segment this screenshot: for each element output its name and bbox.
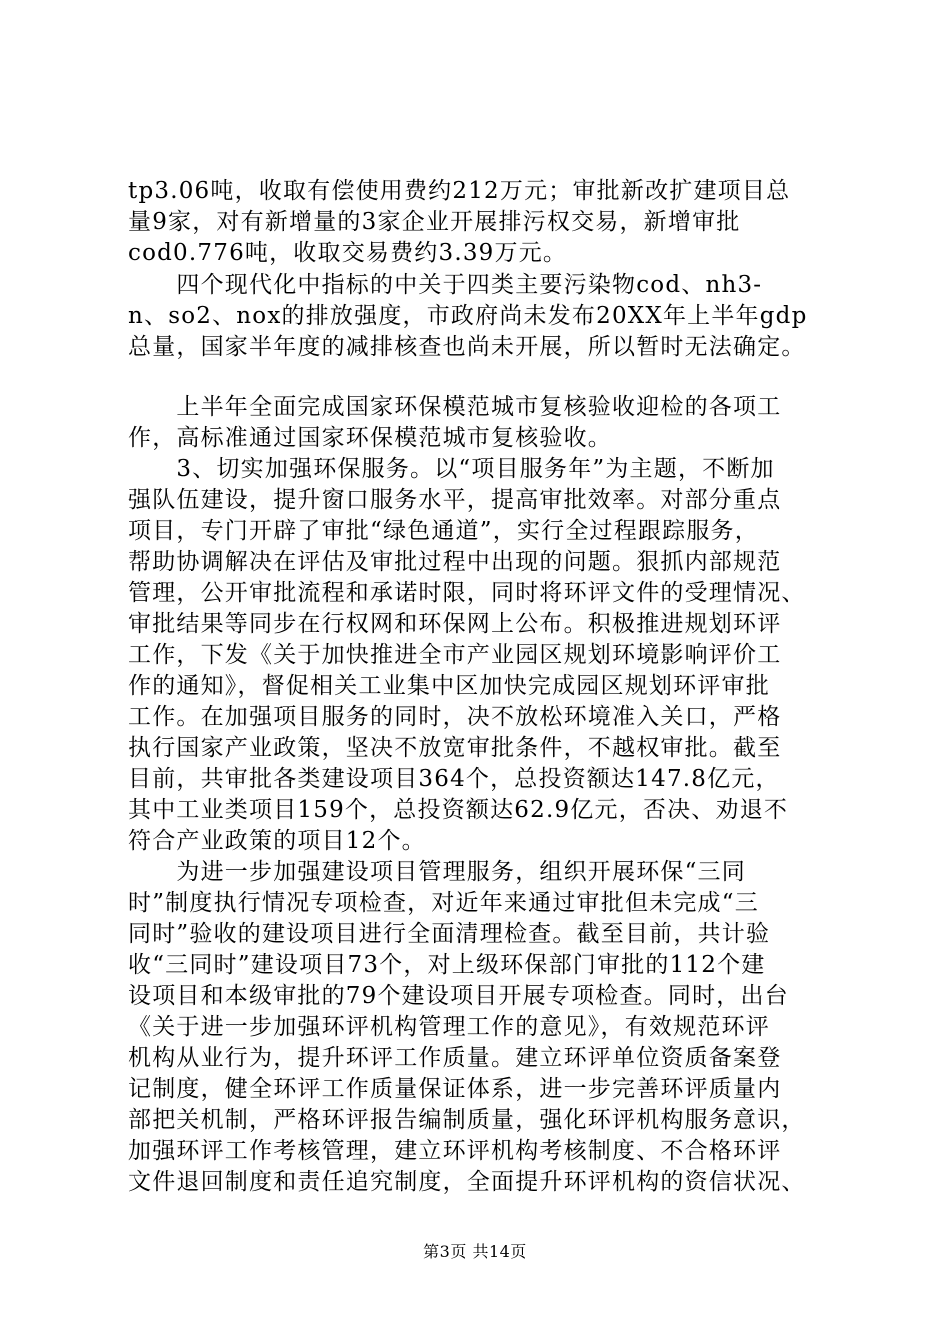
paragraph-three-simultaneous xyxy=(128,857,828,1198)
text-line: 加强环评工作考核管理，建立环评机构考核制度、不合格环评 xyxy=(128,1138,782,1164)
text-line: 收“三同时”建设项目73个，对上级环保部门审批的112个建 xyxy=(128,952,766,978)
text-line: 同时”验收的建设项目进行全面清理检查。截至目前，共计验 xyxy=(128,921,771,947)
text-line: 四个现代化中指标的中关于四类主要污染物cod、nh3- xyxy=(128,272,763,298)
text-line: 其中工业类项目159个，总投资额达62.9亿元，否决、劝退不 xyxy=(128,797,789,823)
paragraph-environmental-service xyxy=(128,454,828,857)
text-line: 强队伍建设，提升窗口服务水平，提高审批效率。对部分重点 xyxy=(128,487,782,513)
text-line: 执行国家产业政策，坚决不放宽审批条件，不越权审批。截至 xyxy=(128,735,782,761)
text-line: 部把关机制，严格环评报告编制质量，强化环评机构服务意识， xyxy=(128,1107,806,1133)
text-line: 工作。在加强项目服务的同时，决不放松环境准入关口，严格 xyxy=(128,704,782,730)
text-line: 机构从业行为，提升环评工作质量。建立环评单位资质备案登 xyxy=(128,1045,782,1071)
text-line: 文件退回制度和责任追究制度，全面提升环评机构的资信状况、 xyxy=(128,1169,806,1195)
paragraph-pollutant-intensity xyxy=(128,270,828,363)
text-line: 量9家，对有新增量的3家企业开展排污权交易，新增审批 xyxy=(128,209,741,235)
text-line: 3、切实加强环保服务。以“项目服务年”为主题，不断加 xyxy=(128,456,775,482)
text-line: 符合产业政策的项目12个。 xyxy=(128,828,426,854)
text-line: 工作，下发《关于加快推进全市产业园区规划环境影响评价工 xyxy=(128,642,782,668)
paragraph-model-city-review xyxy=(128,392,828,454)
text-line: 作，高标准通过国家环保模范城市复核验收。 xyxy=(128,425,612,451)
text-line: 管理，公开审批流程和承诺时限，同时将环评文件的受理情况、 xyxy=(128,580,806,606)
text-line: cod0.776吨，收取交易费约3.39万元。 xyxy=(128,240,568,266)
text-line: 上半年全面完成国家环保模范城市复核验收迎检的各项工 xyxy=(128,394,782,420)
text-line: n、so2、nox的排放强度，市政府尚未发布20XX年上半年gdp xyxy=(128,303,808,329)
text-line: tp3.06吨，收取有偿使用费约212万元；审批新改扩建项目总 xyxy=(128,178,791,204)
text-line: 《关于进一步加强环评机构管理工作的意见》，有效规范环评 xyxy=(128,1014,770,1040)
text-line: 时”制度执行情况专项检查，对近年来通过审批但未完成“三 xyxy=(128,890,759,916)
text-line: 目前，共审批各类建设项目364个，总投资额达147.8亿元， xyxy=(128,766,780,792)
text-line: 审批结果等同步在行权网和环保网上公布。积极推进规划环评 xyxy=(128,611,782,637)
text-line: 总量，国家半年度的减排核查也尚未开展，所以暂时无法确定。 xyxy=(128,334,806,360)
text-line: 记制度，健全环评工作质量保证体系，进一步完善环评质量内 xyxy=(128,1076,782,1102)
text-line: 项目，专门开辟了审批“绿色通道”，实行全过程跟踪服务， xyxy=(128,518,759,544)
paragraph-emission-fees xyxy=(128,176,828,269)
text-line: 设项目和本级审批的79个建设项目开展专项检查。同时，出台 xyxy=(128,983,789,1009)
page-footer: 第3页 共14页 xyxy=(423,1242,527,1261)
text-line: 作的通知》，督促相关工业集中区加快完成园区规划环评审批 xyxy=(128,673,770,699)
text-line: 帮助协调解决在评估及审批过程中出现的问题。狠抓内部规范 xyxy=(128,549,782,575)
text-line: 为进一步加强建设项目管理服务，组织开展环保“三同 xyxy=(128,859,746,885)
